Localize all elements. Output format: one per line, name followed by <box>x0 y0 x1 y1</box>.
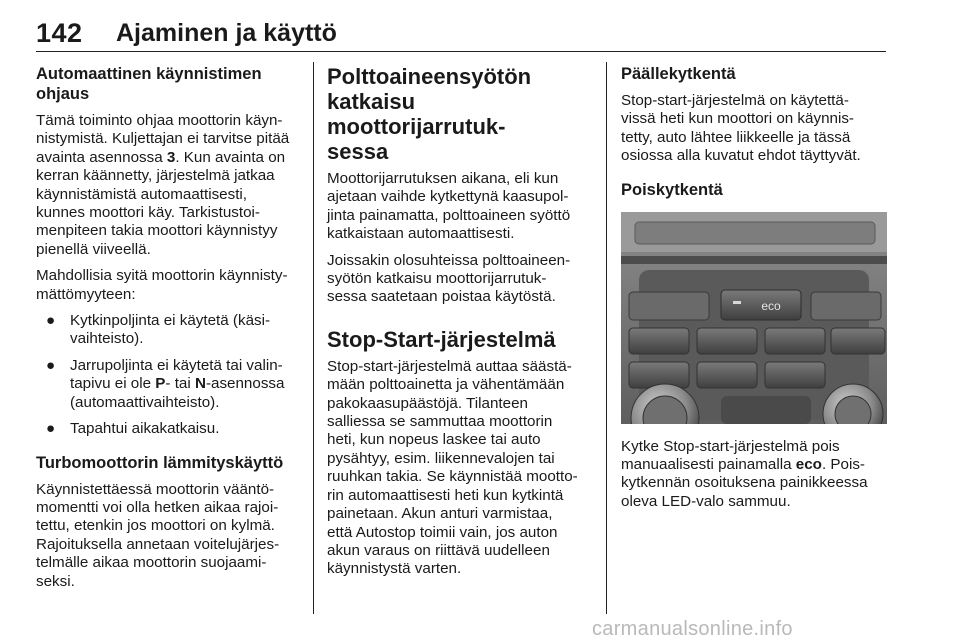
section-title: Ajaminen ja käyttö <box>116 19 337 47</box>
bullet-icon: ● <box>46 420 56 438</box>
bullet-icon: ● <box>46 312 56 330</box>
page-header <box>36 18 886 52</box>
heading-activation: Päällekytkentä <box>621 65 736 83</box>
eco-button-label: eco <box>761 298 781 313</box>
column-divider-right <box>606 62 607 614</box>
paragraph-fuel-cutoff-disable: Joissakin olosuhteissa polttoaineen- syötön katkaisu moottorijarrutuk- sessa saatetaan poistaa käytöstä. <box>327 251 571 306</box>
paragraph-fuel-cutoff: Moottorijarrutuksen aikana, eli kun ajetaan vaihde kytkettynä kaasupol- jinta painamatta, polttoaineen syöttö katkaistaan automaattisesti. <box>327 170 571 243</box>
heading-stop-start: Stop-Start-järjestelmä <box>327 326 556 352</box>
list-item: ● Jarrupoljinta ei käytetä tai valin- tapivu ei ole P- tai N-asennossa (automaattivaihteisto). <box>46 356 285 411</box>
paragraph-deactivation: Kytke Stop-start-järjestelmä pois manuaalisesti painamalla eco. Pois- kytkennän osoituksena painikkeessa oleva LED-valo sammuu. <box>621 437 868 510</box>
list-item: ● Kytkinpoljinta ei käytetä (käsi- vaihteisto). <box>46 312 271 348</box>
bullet-icon: ● <box>46 356 56 374</box>
watermark: carmanualsonline.info <box>592 618 793 640</box>
page-number: 142 <box>36 18 83 48</box>
dashboard-photo <box>621 212 887 424</box>
column-3 <box>621 64 889 519</box>
column-2 <box>327 64 592 587</box>
paragraph-start-failure-reasons: Mahdollisia syitä moottorin käynnisty- mättömyyteen: <box>36 267 288 303</box>
paragraph-activation: Stop-start-järjestelmä on käytettä- vissä heti kun moottori on käynnis- tetty, auto lähtee liikkeelle ja tässä osiossa alla kuvatut ehdot täyttyvät. <box>621 92 861 165</box>
heading-fuel-cutoff: Polttoaineensyötön katkaisu moottorijarrutuk- sessa <box>327 64 532 164</box>
heading-turbo-warmup: Turbomoottorin lämmityskäyttö <box>36 453 284 472</box>
dashboard-photo-graphic <box>621 212 887 424</box>
column-divider-left <box>313 62 314 614</box>
column-1 <box>36 64 302 599</box>
paragraph-stop-start: Stop-start-järjestelmä auttaa säästä- mään polttoainetta ja vähentämään pakokaasupäästöjä. Tilanteen salliessa se sammuttaa moottorin heti, kun nopeus laskee tai auto pysähtyy, esim. liikennevalojen tai ruuhkan takia. Se käynnistää mootto- rin automaattisesti heti kun kytkintä painetaan. Akun anturi varmistaa, että Autostop toimii vain, jos auton akun varaus on riittävä uudelleen käynnistystä varten. <box>327 357 578 578</box>
header-rule <box>36 51 886 52</box>
paragraph-auto-starter: Tämä toiminto ohjaa moottorin käyn- nistymistä. Kuljettajan ei tarvitse pitää avainta asennossa 3. Kun avainta on kerran käännetty, järjestelmä jatkaa käynnistämistä automaattisesti, kunnes moottori käy. Tarkistustoi- menpiteen takia moottori käynnistyy pienellä viiveellä. <box>36 112 290 258</box>
list-item: ● Tapahtui aikakatkaisu. <box>46 420 220 438</box>
heading-auto-starter: Automaattinen käynnistimen ohjaus <box>36 65 262 103</box>
heading-deactivation: Poiskytkentä <box>621 180 723 199</box>
paragraph-turbo-warmup: Käynnistettäessä moottorin vääntö- momentti voi olla hetken aikaa rajoi- tettu, etenkin jos moottori on kylmä. Rajoituksella annetaan voitelujärjes- telmälle aikaa moottorin suojaami- seksi. <box>36 480 280 590</box>
